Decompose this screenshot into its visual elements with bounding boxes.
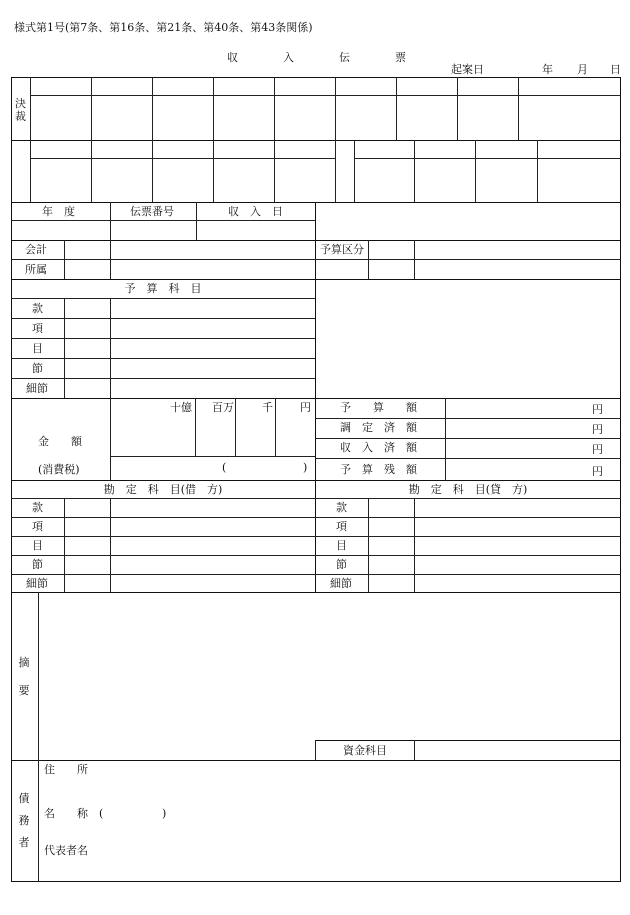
title-char-3: 伝	[339, 51, 350, 64]
debit-row-moku: 目	[32, 539, 43, 552]
debit-row-saisetsu: 細節	[26, 577, 48, 590]
fiscal-year-label: 年 度	[42, 205, 75, 218]
credit-row-setsu: 節	[336, 558, 347, 571]
credit-row-kan: 款	[336, 501, 347, 514]
unit-billion: 十億	[170, 401, 192, 414]
budget-items-heading: 予 算 科 目	[124, 282, 202, 295]
title-char-4: 票	[395, 51, 406, 64]
debit-row-kan: 款	[32, 501, 43, 514]
debtor-label-1: 債	[18, 792, 30, 805]
day-label: 日	[610, 63, 621, 76]
draft-date-label: 起案日	[451, 63, 484, 76]
slip-number-label: 伝票番号	[130, 205, 174, 218]
receipt-date-label: 収 入 日	[228, 205, 283, 218]
budget-amount-label: 予 算 額	[340, 401, 417, 414]
department-label: 所属	[25, 263, 47, 276]
remaining-budget-label: 予 算 残 額	[340, 463, 417, 476]
budget-row-setsu: 節	[32, 362, 43, 375]
form-number: 様式第1号(第7条、第16条、第21条、第40条、第43条関係)	[14, 21, 313, 34]
adjusted-amount-label: 調 定 済 額	[340, 421, 417, 434]
budget-row-saisetsu: 細節	[26, 382, 48, 395]
summary-label-2: 要	[18, 684, 30, 697]
received-amount-unit: 円	[592, 443, 603, 456]
account-label: 会計	[25, 243, 47, 256]
unit-yen: 円	[300, 401, 311, 414]
debtor-representative-label: 代表者名	[44, 844, 88, 857]
debtor-label-2: 務	[18, 814, 30, 827]
title-char-2: 入	[283, 51, 294, 64]
unit-thousand: 千	[262, 401, 273, 414]
amount-label: 金 額	[38, 435, 82, 448]
received-amount-label: 収 入 済 額	[340, 441, 417, 454]
tax-label: (消費税)	[38, 463, 80, 476]
tax-open-paren: (	[222, 461, 227, 474]
approval-label-2: 裁	[15, 110, 26, 123]
title-char-1: 収	[227, 51, 238, 64]
debtor-address-label: 住 所	[44, 763, 88, 776]
budget-row-moku: 目	[32, 342, 43, 355]
debit-row-setsu: 節	[32, 558, 43, 571]
adjusted-amount-unit: 円	[592, 423, 603, 436]
credit-row-kou: 項	[336, 520, 347, 533]
unit-million: 百万	[212, 401, 234, 414]
summary-label-1: 摘	[18, 656, 30, 669]
approval-label-1: 決	[15, 97, 26, 110]
debit-row-kou: 項	[32, 520, 43, 533]
month-label: 月	[577, 63, 588, 76]
budget-amount-unit: 円	[592, 403, 603, 416]
credit-heading: 勘 定 科 目(貸 方)	[408, 483, 528, 496]
budget-class-label: 予算区分	[320, 243, 364, 256]
fund-item-label: 資金科目	[343, 744, 387, 757]
year-label: 年	[542, 63, 553, 76]
debtor-name-close: )	[162, 807, 167, 820]
remaining-budget-unit: 円	[592, 465, 603, 478]
tax-close-paren: )	[303, 461, 308, 474]
credit-row-saisetsu: 細節	[330, 577, 352, 590]
debtor-name-label: 名 称 (	[44, 807, 104, 820]
credit-row-moku: 目	[336, 539, 347, 552]
budget-row-kou: 項	[32, 322, 43, 335]
debtor-label-3: 者	[18, 836, 30, 849]
budget-row-kan: 款	[32, 302, 43, 315]
debit-heading: 勘 定 科 目(借 方)	[103, 483, 223, 496]
